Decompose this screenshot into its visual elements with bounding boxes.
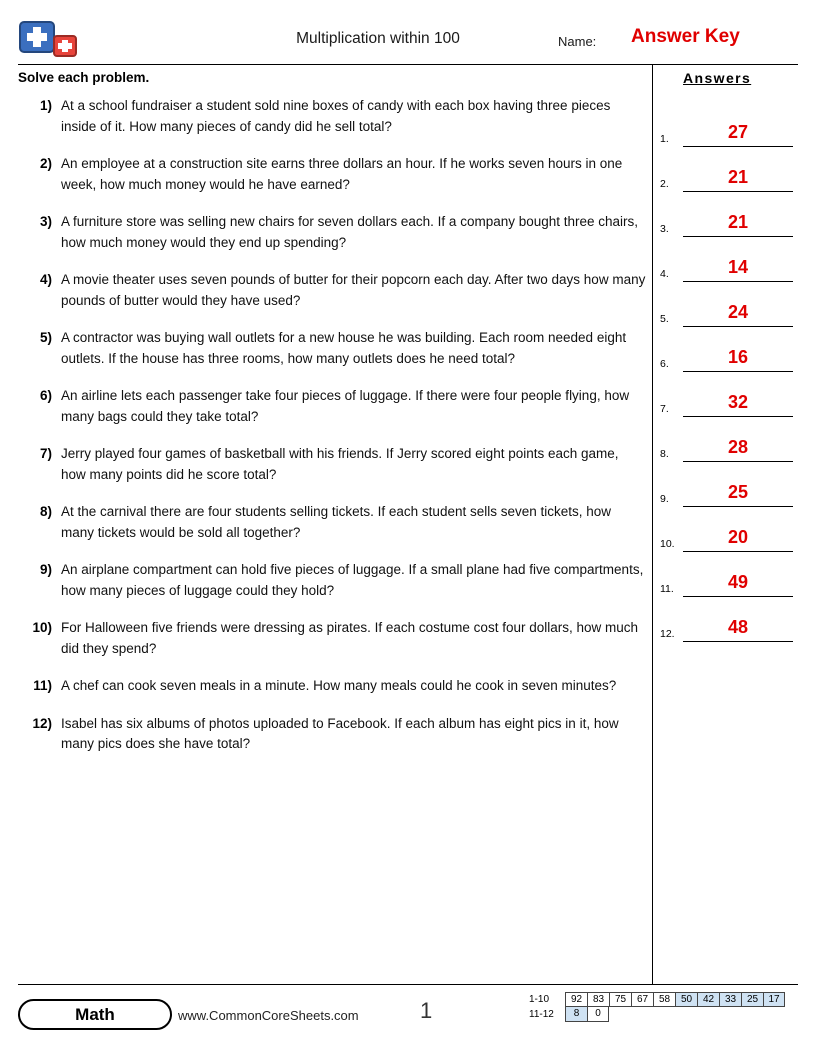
footer-divider: [18, 984, 798, 985]
question-number: 10): [32, 620, 52, 636]
question-item: [18, 676, 646, 697]
answer-value: 21: [727, 212, 749, 232]
question-text: A contractor was buying wall outlets for a new house he was building. Each room needed eight outlets. If the house has three rooms, how many outlets does he need total?: [61, 330, 627, 366]
answer-row: [660, 147, 800, 192]
answer-key-label: Answer Key: [631, 26, 740, 47]
answer-row: [660, 282, 800, 327]
answer-value: 32: [727, 392, 749, 412]
answer-number: 8.: [660, 448, 669, 460]
score-cell: 33: [719, 992, 741, 1007]
score-cell: 83: [587, 992, 609, 1007]
answer-number: 5.: [660, 313, 669, 325]
score-cell: 17: [763, 992, 785, 1007]
answer-number: 1.: [660, 133, 669, 145]
question-number: 2): [39, 156, 52, 172]
answers-list: [660, 102, 800, 642]
answer-row: [660, 192, 800, 237]
answer-row: [660, 327, 800, 372]
answer-value: 49: [727, 572, 749, 592]
math-logo-icon: [18, 20, 80, 60]
answer-line: [683, 641, 793, 642]
page-number: 1: [420, 998, 433, 1023]
question-number: 12): [32, 715, 52, 731]
answer-number: 12.: [660, 628, 675, 640]
question-item: [18, 154, 646, 195]
page-header: [18, 20, 798, 62]
question-text: An airplane compartment can hold five pieces of luggage. If a small plane had five compartments, how many pieces of luggage could they hold?: [61, 562, 644, 598]
answer-value: 27: [727, 122, 749, 142]
question-number: 6): [39, 388, 52, 404]
question-item: [18, 212, 646, 253]
question-item: [18, 328, 646, 369]
question-item: [18, 444, 646, 485]
score-cell: 42: [697, 992, 719, 1007]
score-cell: 50: [675, 992, 697, 1007]
question-item: [18, 96, 646, 137]
question-text: At the carnival there are four students selling tickets. If each student sells seven tickets, how many tickets would be sold all together?: [61, 504, 612, 540]
score-cell: 8: [565, 1007, 587, 1022]
question-item: [18, 386, 646, 427]
answer-number: 4.: [660, 268, 669, 280]
score-row-1-10: [529, 992, 785, 1007]
score-cell: 75: [609, 992, 631, 1007]
answer-number: 9.: [660, 493, 669, 505]
question-text: An airline lets each passenger take four pieces of luggage. If there were four people flying, how many bags could they take total?: [61, 388, 630, 424]
score-row-label: 1-10: [529, 994, 550, 1005]
question-text: A movie theater uses seven pounds of butter for their popcorn each day. After two days how many pounds of butter would they have used?: [61, 272, 646, 308]
answer-value: 21: [727, 167, 749, 187]
subject-badge: Math: [18, 999, 172, 1030]
question-text: At a school fundraiser a student sold nine boxes of candy with each box having three pieces inside of it. How many pieces of candy did he sell total?: [61, 98, 611, 134]
question-text: For Halloween five friends were dressing as pirates. If each costume cost four dollars, how much did they spend?: [61, 620, 639, 656]
answer-row: [660, 552, 800, 597]
answer-value: 16: [727, 347, 749, 367]
question-number: 1): [39, 98, 52, 113]
instruction-text: Solve each problem.: [18, 70, 150, 85]
question-item: [18, 270, 646, 311]
question-number: 5): [39, 330, 52, 346]
answer-value: 28: [727, 437, 749, 457]
score-cell: 0: [587, 1007, 609, 1022]
answer-row: [660, 507, 800, 552]
question-number: 7): [39, 446, 52, 462]
question-item: [18, 618, 646, 659]
questions-list: [18, 96, 646, 772]
answer-value: 24: [727, 302, 749, 322]
question-item: [18, 502, 646, 543]
answer-number: 2.: [660, 178, 669, 190]
header-divider: [18, 64, 798, 65]
question-number: 11): [33, 678, 52, 694]
answer-row: [660, 462, 800, 507]
score-cell: 67: [631, 992, 653, 1007]
answer-number: 6.: [660, 358, 669, 370]
column-divider: [652, 64, 653, 984]
answer-row: [660, 102, 800, 147]
question-number: 8): [39, 504, 52, 520]
score-row-11-12: [529, 1007, 785, 1022]
answer-number: 7.: [660, 403, 669, 415]
score-cell: 58: [653, 992, 675, 1007]
page-title: Multiplication within 100: [296, 30, 460, 47]
answer-row: [660, 372, 800, 417]
score-cell: 25: [741, 992, 763, 1007]
score-cell: 92: [565, 992, 587, 1007]
question-text: A chef can cook seven meals in a minute. How many meals could he cook in seven minutes?: [61, 678, 617, 694]
question-number: 4): [39, 272, 52, 288]
question-item: [18, 714, 646, 755]
answers-heading: Answers: [683, 70, 752, 86]
answer-number: 11.: [660, 583, 674, 595]
name-label: Name:: [558, 34, 597, 49]
answer-value: 20: [727, 527, 749, 547]
answer-number: 10.: [660, 538, 675, 550]
question-text: An employee at a construction site earns three dollars an hour. If he works seven hours in one week, how much money would he have earned?: [61, 156, 623, 192]
question-text: Isabel has six albums of photos uploaded to Facebook. If each album has eight pics in it, how many pics does she have total?: [61, 715, 619, 752]
website-url[interactable]: www.CommonCoreSheets.com: [178, 1008, 359, 1023]
answer-value: 25: [727, 482, 749, 502]
answer-value: 48: [727, 617, 749, 637]
question-item: [18, 560, 646, 601]
answer-value: 14: [727, 257, 749, 277]
score-table: [529, 992, 785, 1022]
question-number: 3): [39, 214, 52, 230]
question-text: Jerry played four games of basketball with his friends. If Jerry scored eight points each game, how many points did he score total?: [61, 446, 619, 482]
answer-row: [660, 417, 800, 462]
question-number: 9): [39, 562, 52, 578]
answer-row: [660, 597, 800, 642]
answer-number: 3.: [660, 223, 669, 235]
score-row-label: 11-12: [529, 1009, 554, 1020]
answer-row: [660, 237, 800, 282]
question-text: A furniture store was selling new chairs for seven dollars each. If a company bought three chairs, how much money would they end up spending?: [61, 214, 639, 250]
